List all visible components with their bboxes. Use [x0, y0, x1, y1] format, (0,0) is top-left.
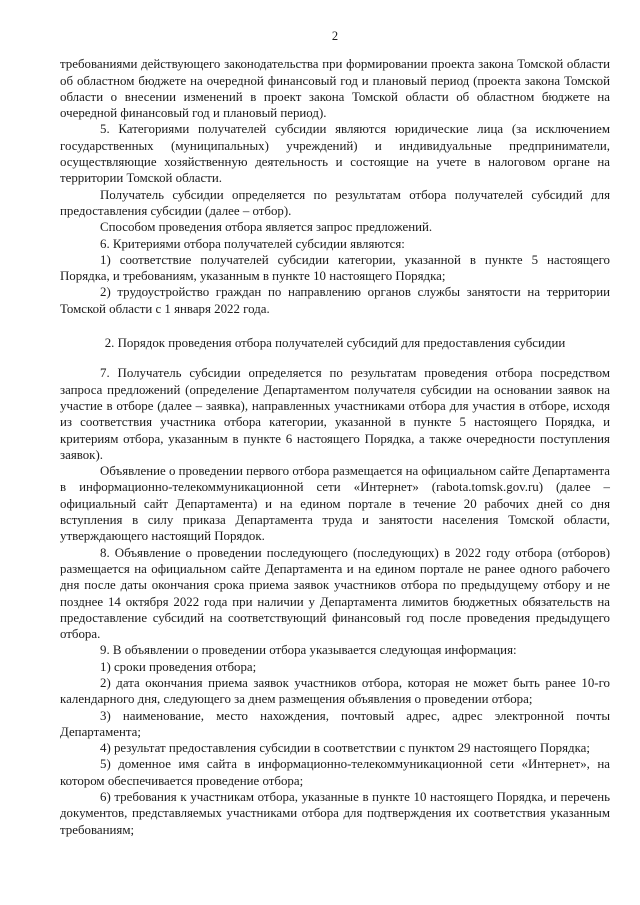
paragraph-recipient-selection: Получатель субсидии определяется по результатам отбора получателей субсидий для предоставления субсидии (далее – отбор). [60, 187, 610, 218]
paragraph-subitem-3: 3) наименование, место нахождения, почтовый адрес, адрес электронной почты Департамента; [60, 708, 610, 739]
paragraph-subitem-5: 5) доменное имя сайта в информационно-телекоммуникационной сети «Интернет», на котором обеспечивается проведение отбора; [60, 757, 610, 788]
paragraph-subitem-4: 4) результат предоставления субсидии в соответствии с пунктом 29 настоящего Порядка; [100, 741, 590, 756]
paragraph-first-selection-announcement: Объявление о проведении первого отбора размещается на официальном сайте Департамента в информационно-телекоммуникационной сети «Интернет» (rabota.tomsk.gov.ru) (далее – официальный сайт Департамента) и на едином портале в течение 20 рабочих дней со дня вступления в силу приказа Департамента труда и занятости населения Томской области, утверждающего настоящий Порядок. [60, 464, 611, 544]
paragraph-item-9: 9. В объявлении о проведении отбора указывается следующая информация: [100, 643, 517, 658]
page-number: 2 [331, 29, 339, 43]
paragraph-item-7: 7. Получатель субсидии определяется по результатам проведения отбора посредством запроса предложений (определение Департаментом получателя субсидии на основании заявок на участие в отборе (далее – заявка), направленных участниками отбора для участия в отборе, исходя из соответствия участника отбора категории, указанной в пункте 5 настоящего Порядка, и критериям отбора, указанным в пункте 6 настоящего Порядка, а также очередности поступления заявок). [60, 366, 610, 462]
paragraph-subitem-6: 6) требования к участникам отбора, указанные в пункте 10 настоящего Порядка, и перечень документов, представляемых участниками отбора для подтверждения их соответствия указанным требованиям; [60, 790, 610, 837]
paragraph-subitem-1: 1) сроки проведения отбора; [100, 659, 257, 674]
paragraph-item-8: 8. Объявление о проведении последующего (последующих) в 2022 году отбора (отборов) размещается на официальном сайте Департамента и на едином портале не ранее одного рабочего дня после даты окончания срока приема заявок участников отбора по предыдущему отбору и не позднее 14 октября 2022 года при наличии у Департамента лимитов бюджетных обязательств на предоставление субсидий на соответствующий финансовый год после проведения предыдущего отбора. [60, 545, 610, 642]
paragraph-criterion-2: 2) трудоустройство граждан по направлению органов службы занятости на территории Томской области с 1 января 2022 года. [60, 285, 610, 316]
paragraph-criterion-1: 1) соответствие получателей субсидии категории, указанной в пункте 5 настоящего Порядка, и требованиям, указанным в пункте 10 настоящего Порядка; [60, 252, 610, 284]
paragraph-subitem-2: 2) дата окончания приема заявок участников отбора, которая не может быть ранее 10-го календарного дня, следующего за днем размещения объявления о проведении отбора; [60, 675, 610, 707]
paragraph-item-6: 6. Критериями отбора получателей субсидии являются: [100, 236, 405, 251]
paragraph-continuation: требованиями действующего законодательства при формировании проекта закона Томской области об областном бюджете на очередной финансовый год и плановый период (проекта закона Томской области о внесении изменений в проект закона Томской области об областном бюджете на очередной финансовый год и плановый период). [60, 57, 610, 121]
section-heading: 2. Порядок проведения отбора получателей субсидий для предоставления субсидии [104, 336, 566, 351]
paragraph-item-5: 5. Категориями получателей субсидии являются юридические лица (за исключением государственных (муниципальных) учреждений) и индивидуальные предприниматели, осуществляющие хозяйственную деятельность и состоящие на учете в налоговом органе на территории Томской области. [60, 122, 610, 186]
paragraph-selection-method: Способом проведения отбора является запрос предложений. [100, 220, 433, 235]
document-page [60, 28, 610, 838]
